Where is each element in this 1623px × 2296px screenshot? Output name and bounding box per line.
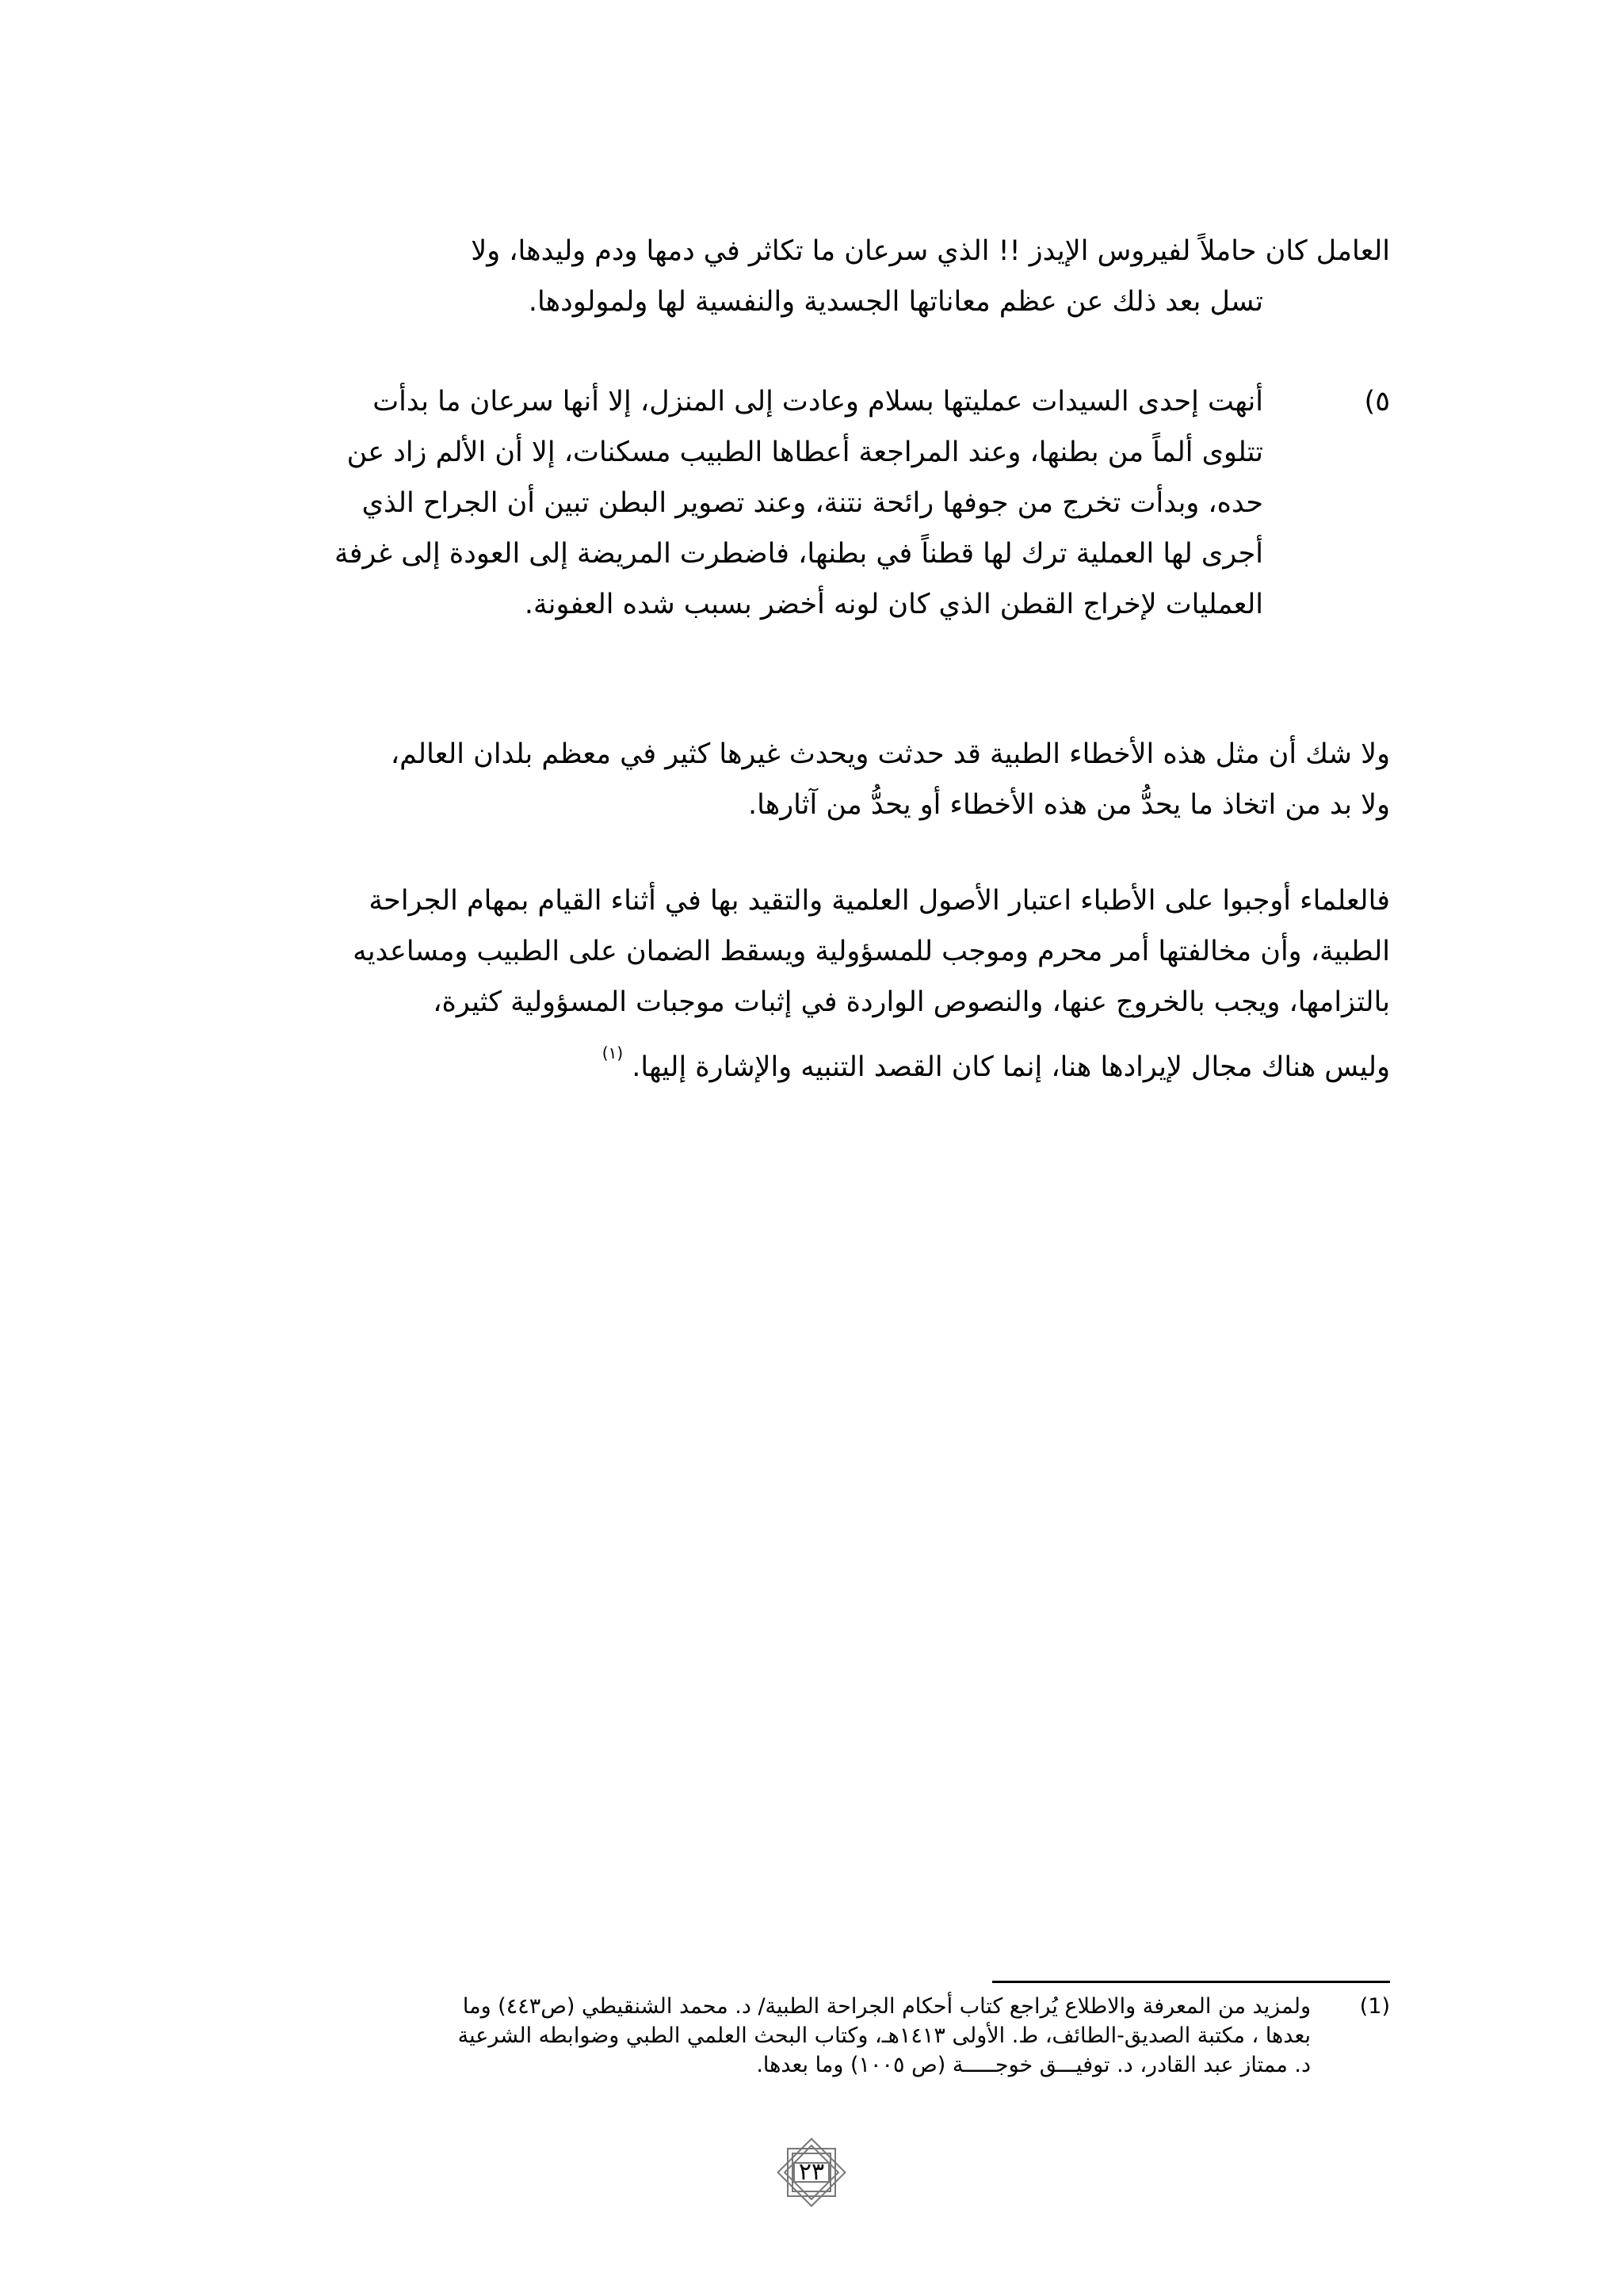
paragraph-2-line-3: حده، وبدأت تخرج من جوفها رائحة نتنة، وعند تصوير البطن تبين أن الجراح الذي	[361, 487, 1263, 519]
footnote-reference[interactable]: (١)	[601, 1043, 624, 1062]
paragraph-3-line-1: ولا شك أن مثل هذه الأخطاء الطبية قد حدثت ويحدث غيرها كثير في معظم بلدان العالم،	[390, 738, 1390, 770]
footnote-line-3: د. ممتاز عبد القادر، د. توفيـــق خوجـــــة (ص ١٠٠٥) وما بعدها.	[756, 2053, 1311, 2077]
paragraph-2-line-1: أنهت إحدى السيدات عمليتها بسلام وعادت إلى المنزل، إلا أنها سرعان ما بدأت	[372, 386, 1263, 418]
paragraph-4-line-3: بالتزامها، ويجب بالخروج عنها، والنصوص الواردة في إثبات موجبات المسؤولية كثيرة،	[433, 986, 1390, 1018]
footnote-separator	[992, 1981, 1390, 1983]
paragraph-4-line-4	[246, 1028, 1390, 1093]
paragraph-3-line-2: ولا بد من اتخاذ ما يحدُّ من هذه الأخطاء أو يحدُّ من آثارها.	[747, 789, 1390, 821]
page-number: ٢٣	[798, 2158, 825, 2186]
paragraph-4	[246, 875, 1390, 1093]
footnote-line-2: بعدها ، مكتبة الصديق-الطائف، ط. الأولى ١٤١٣هـ، وكتاب البحث العلمي الطبي وضوابطه الشرعية	[457, 2023, 1311, 2048]
footnote	[246, 1992, 1390, 2080]
list-item-number: ٥)	[1364, 386, 1390, 418]
footnote-line-1: ولمزيد من المعرفة والاطلاع يُراجع كتاب أحكام الجراحة الطبية/ د. محمد الشنقيطي (ص٤٤٣) وما	[462, 1994, 1311, 2019]
footnote-number: (1)	[1359, 1994, 1390, 2019]
paragraph-2-line-5: العمليات لإخراج القطن الذي كان لونه أخضر بسبب شده العفونة.	[524, 589, 1263, 620]
paragraph-1	[246, 226, 1390, 327]
paragraph-1-line-2: تسل بعد ذلك عن عظم معاناتها الجسدية والنفسية لها ولمولودها.	[528, 286, 1263, 318]
paragraph-4-line-4-text: وليس هناك مجال لإيرادها هنا، إنما كان القصد التنبيه والإشارة إليها.	[632, 1051, 1390, 1083]
paragraph-2-numbered-item	[246, 376, 1390, 630]
paragraph-4-line-1: فالعلماء أوجبوا على الأطباء اعتبار الأصول العلمية والتقيد بها في أثناء القيام بمهام الجراحة	[369, 885, 1390, 917]
paragraph-1-line-1: العامل كان حاملاً لفيروس الإيدز !! الذي سرعان ما تكاثر في دمها ودم وليدها، ولا	[471, 235, 1390, 267]
paragraph-4-line-2: الطبية، وأن مخالفتها أمر محرم وموجب للمسؤولية ويسقط الضمان على الطبيب ومساعديه	[353, 936, 1390, 967]
paragraph-2-line-2: تتلوى ألماً من بطنها، وعند المراجعة أعطاها الطبيب مسكنات، إلا أن الألم زاد عن	[346, 437, 1263, 468]
paragraph-3	[246, 729, 1390, 830]
page-number-ornament	[767, 2133, 856, 2212]
paragraph-2-line-4: أجرى لها العملية ترك لها قطناً في بطنها، فاضطرت المريضة إلى العودة إلى غرفة	[334, 538, 1263, 570]
